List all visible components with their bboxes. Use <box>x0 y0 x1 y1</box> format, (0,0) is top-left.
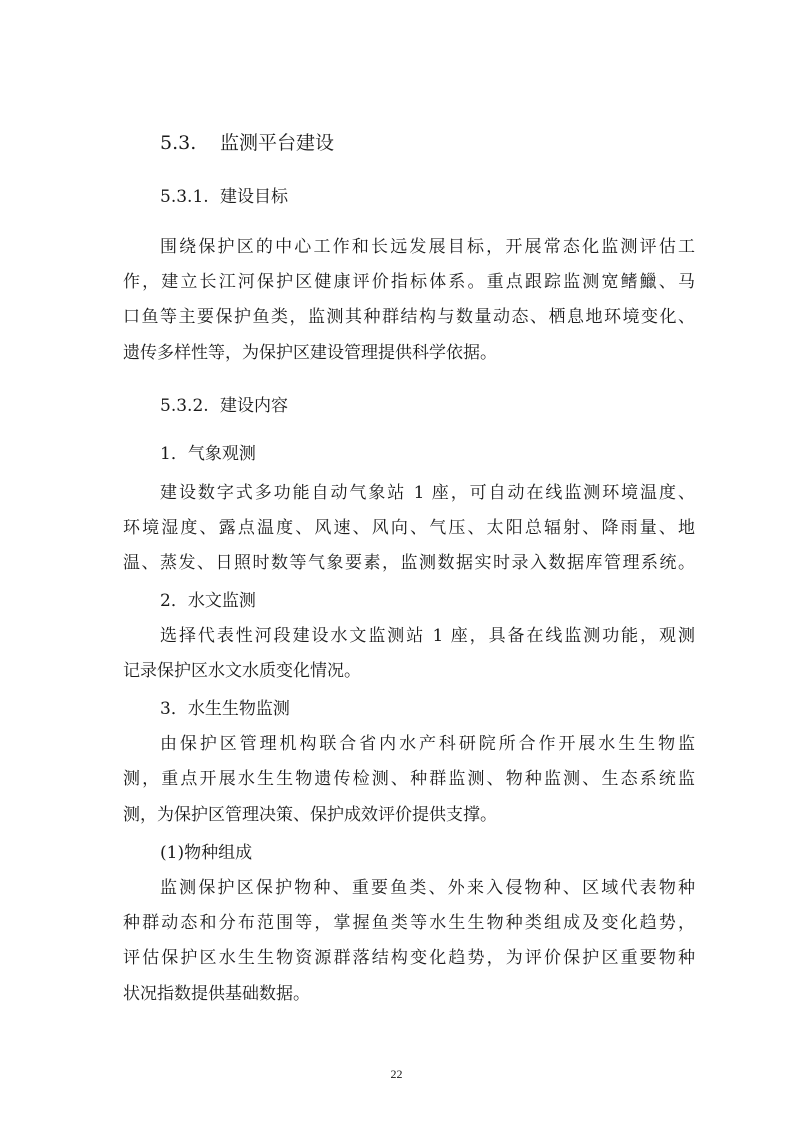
paragraph-line: 由保护区管理机构联合省内水产科研院所合作开展水生生物监 <box>160 734 695 754</box>
section-number: 5.3. <box>160 132 197 154</box>
paragraph-line: 作，建立长江河保护区健康评价指标体系。重点跟踪监测宽鳍鱲、马 <box>123 272 695 292</box>
paragraph-line: 环境湿度、露点温度、风速、风向、气压、太阳总辐射、降雨量、地 <box>123 518 695 538</box>
section-title: 监测平台建设 <box>220 132 335 154</box>
subsection-number: 5.3.1. <box>160 187 209 207</box>
paragraph-line: 监测保护区保护物种、重要鱼类、外来入侵物种、区域代表物种 <box>160 878 695 898</box>
subitem-heading-species: (1)物种组成 <box>160 843 253 863</box>
subsection-heading-content <box>160 395 288 417</box>
section-heading <box>160 131 334 155</box>
paragraph-line: 测，重点开展水生生物遗传检测、种群监测、物种监测、生态系统监 <box>123 769 695 789</box>
subsection-title: 建设内容 <box>220 396 288 416</box>
page-number: 22 <box>390 1067 403 1081</box>
paragraph-line: 围绕保护区的中心工作和长远发展目标，开展常态化监测评估工 <box>160 237 695 257</box>
paragraph-line: 测，为保护区管理决策、保护成效评价提供支撑。 <box>123 805 497 825</box>
item-heading-weather: 1．气象观测 <box>160 444 256 464</box>
subsection-title: 建设目标 <box>220 187 288 207</box>
item-heading-aquatic: 3．水生生物监测 <box>160 699 290 719</box>
paragraph-line: 遗传多样性等，为保护区建设管理提供科学依据。 <box>123 343 497 363</box>
paragraph-line: 选择代表性河段建设水文监测站 1 座，具备在线监测功能，观测 <box>160 626 695 646</box>
paragraph-line: 口鱼等主要保护鱼类，监测其种群结构与数量动态、栖息地环境变化、 <box>123 307 695 327</box>
subsection-heading-goal <box>160 186 288 208</box>
paragraph-line: 种群动态和分布范围等，掌握鱼类等水生生物种类组成及变化趋势， <box>123 913 695 933</box>
paragraph-line: 建设数字式多功能自动气象站 1 座，可自动在线监测环境温度、 <box>160 483 695 503</box>
paragraph-line: 评估保护区水生生物资源群落结构变化趋势，为评价保护区重要物种 <box>123 948 695 968</box>
paragraph-line: 温、蒸发、日照时数等气象要素，监测数据实时录入数据库管理系统。 <box>123 553 695 573</box>
paragraph-line: 状况指数提供基础数据。 <box>123 984 310 1004</box>
subsection-number: 5.3.2. <box>160 396 209 416</box>
paragraph-line: 记录保护区水文水质变化情况。 <box>123 661 361 681</box>
item-heading-hydrology: 2．水文监测 <box>160 591 256 611</box>
